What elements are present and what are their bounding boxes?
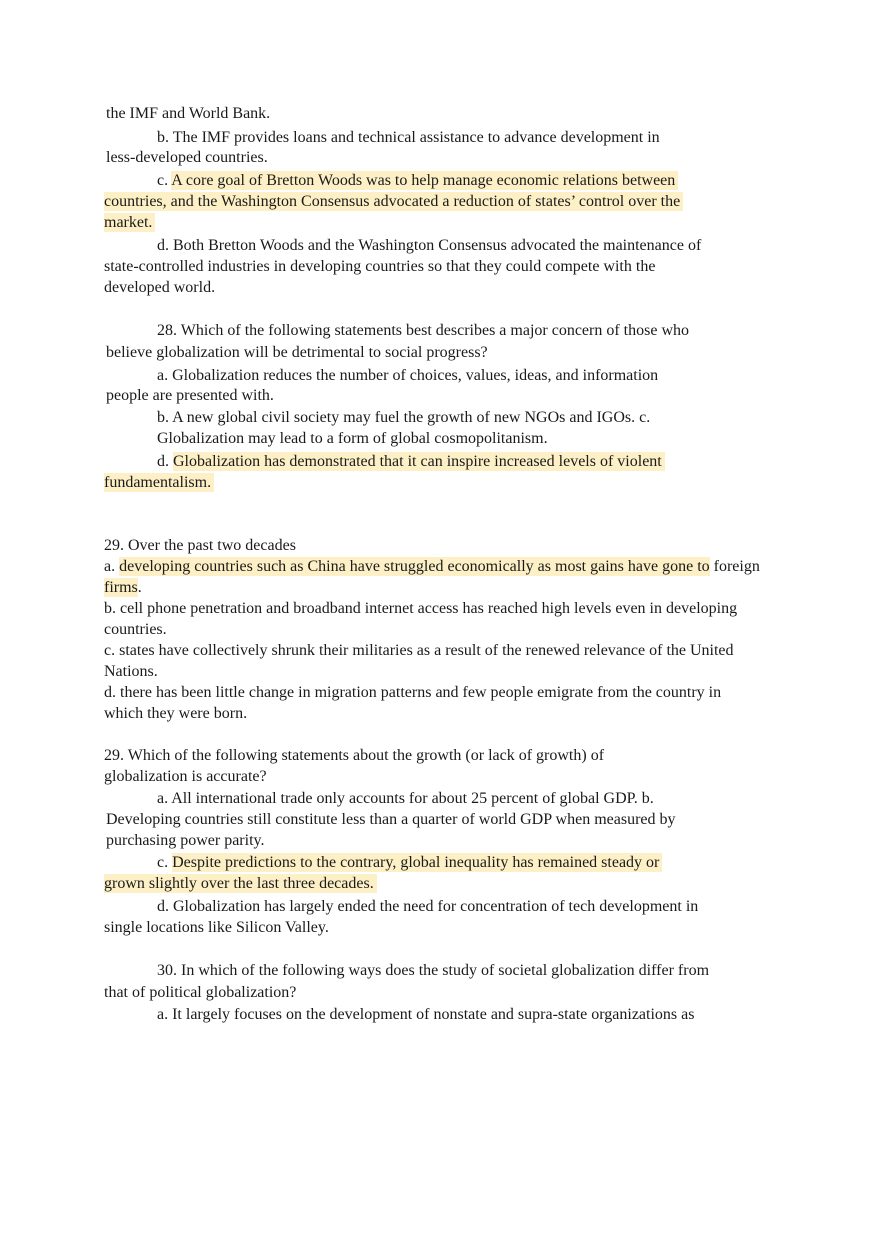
q27-option-b-line-2: less-developed countries. [106,149,268,166]
q29b-option-d-line-2: single locations like Silicon Valley. [104,919,329,936]
q29b-option-c-marker: c. [157,854,173,871]
q28-option-d-line-1 [157,451,665,472]
q29a-option-a-marker: a. [104,558,120,575]
q29a-option-a-highlight-1: developing countries such as China have struggled economically as most gains have gone to [119,558,710,575]
q27-option-c-line-2 [104,191,683,212]
q29a-stem: 29. Over the past two decades [104,537,296,554]
q27-option-c-marker: c. [157,172,172,189]
q29b-stem-line-1: 29. Which of the following statements about the growth (or lack of growth) of [104,747,605,764]
q28-option-b-line-1: b. A new global civil society may fuel the growth of new NGOs and IGOs. c. [157,409,651,426]
q30-stem-line-2: that of political globalization? [104,984,297,1001]
q29a-option-d-line-1: d. there has been little change in migration patterns and few people emigrate from the country in [104,684,722,701]
q28-option-c-line-1: Globalization may lead to a form of global cosmopolitanism. [157,430,548,447]
q29b-option-b-line-2: purchasing power parity. [106,832,265,849]
q28-stem-line-2: believe globalization will be detrimental to social progress? [106,344,488,361]
q27-option-c-highlight-2: countries, and the Washington Consensus advocated a reduction of states’ control over the [104,192,683,211]
q29b-option-c-highlight-2: grown slightly over the last three decades. [104,874,377,893]
q27-option-d-line-1: d. Both Bretton Woods and the Washington Consensus advocated the maintenance of [157,237,702,254]
q29a-option-c-line-2: Nations. [104,663,158,680]
q29b-option-c-line-1 [157,852,662,873]
q29a-option-a-line-2 [104,577,142,598]
q27-option-b-line-1: b. The IMF provides loans and technical assistance to advance development in [157,129,660,146]
q28-option-a-line-2: people are presented with. [106,387,274,404]
q27-option-c-line-1 [157,170,678,191]
q29b-stem-line-2: globalization is accurate? [104,768,267,785]
q27-option-c-highlight-1: A core goal of Bretton Woods was to help manage economic relations between [171,171,678,190]
q28-option-d-line-2 [104,472,214,493]
q28-option-a-line-1: a. Globalization reduces the number of choices, values, ideas, and information [157,367,659,384]
q29b-option-d-line-1: d. Globalization has largely ended the need for concentration of tech development in [157,898,699,915]
q30-option-a-line-1: a. It largely focuses on the development of nonstate and supra-state organizations as [157,1006,695,1023]
q28-option-d-highlight-2: fundamentalism. [104,473,214,492]
q27-option-c-highlight-3: market. [104,213,155,232]
q29a-option-a-line-1 [104,556,760,577]
q27-option-c-line-3 [104,212,155,233]
q28-option-d-marker: d. [157,453,173,470]
q30-stem-line-1: 30. In which of the following ways does the study of societal globalization differ from [157,962,710,979]
q29a-option-b-line-2: countries. [104,621,167,638]
q29b-option-a-line-1: a. All international trade only accounts for about 25 percent of global GDP. b. [157,790,654,807]
q28-option-d-highlight-1: Globalization has demonstrated that it can inspire increased levels of violent [173,452,665,471]
q29b-option-c-highlight-1: Despite predictions to the contrary, global inequality has remained steady or [172,853,662,872]
q29a-option-a-tail: foreign [709,558,760,575]
q27-option-d-line-3: developed world. [104,279,216,296]
q27-line-1: the IMF and World Bank. [106,105,271,122]
q29a-option-c-line-1: c. states have collectively shrunk their militaries as a result of the renewed relevance of the United [104,642,734,659]
q29b-option-b-line-1: Developing countries still constitute less than a quarter of world GDP when measured by [106,811,676,828]
q28-stem-line-1: 28. Which of the following statements best describes a major concern of those who [157,322,690,339]
q29a-option-a-period: . [137,579,142,596]
q27-option-d-line-2: state-controlled industries in developing countries so that they could compete with the [104,258,656,275]
q29a-option-d-line-2: which they were born. [104,705,248,722]
q29b-option-c-line-2 [104,873,377,894]
q29a-option-b-line-1: b. cell phone penetration and broadband internet access has reached high levels even in developing [104,600,738,617]
q29a-option-a-highlight-2: firms [104,579,138,596]
